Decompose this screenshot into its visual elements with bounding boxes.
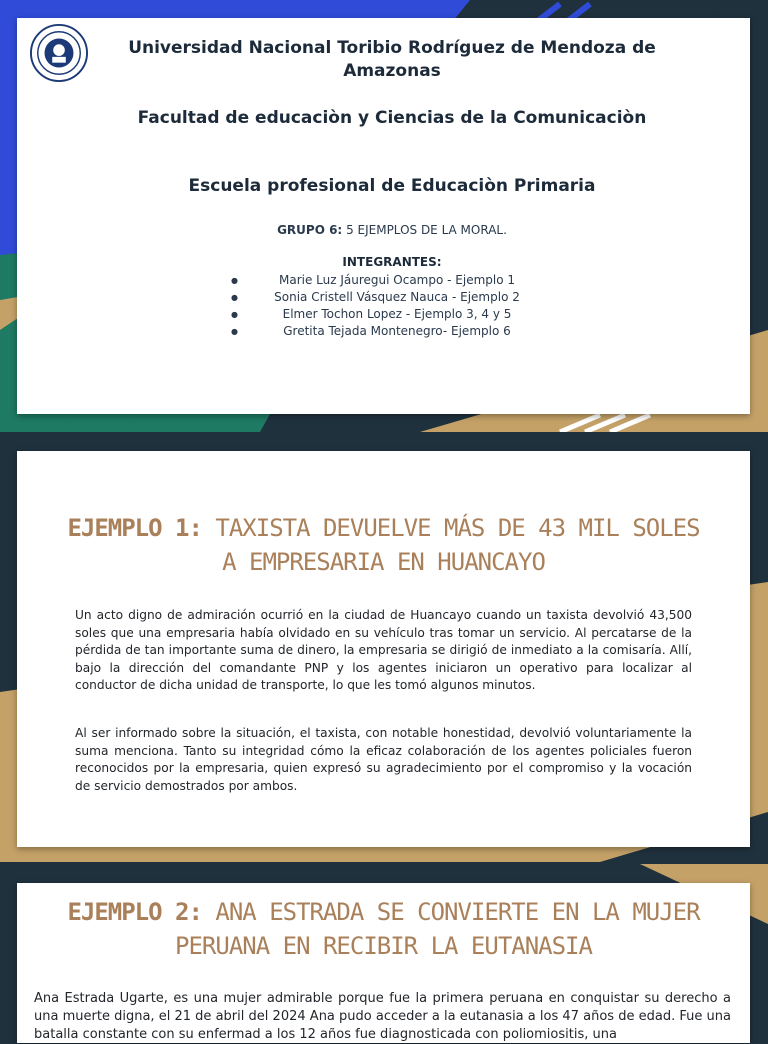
example-1-label: EJEMPLO 1: bbox=[67, 514, 202, 542]
member-item: ● Sonia Cristell Vásquez Nauca - Ejemplo 2 bbox=[227, 289, 567, 306]
member-item: ● Gretita Tejada Montenegro- Ejemplo 6 bbox=[227, 323, 567, 340]
example-2-slide bbox=[0, 864, 768, 1042]
member-item: ● Marie Luz Jáuregui Ocampo - Ejemplo 1 bbox=[227, 272, 567, 289]
example-2-headline: ANA ESTRADA SE CONVIERTE EN LA MUJER PERUANA EN RECIBIR LA EUTANASIA bbox=[175, 898, 700, 960]
group-label: GRUPO 6: bbox=[277, 223, 343, 237]
group-line bbox=[77, 223, 707, 237]
example-2-paragraph-1: Ana Estrada Ugarte, es una mujer admirable porque fue la primera peruana en conquistar su derecho a una muerte digna, el 21 de abril del 2024 Ana pudo acceder a la eutanasia a los 47 años de edad. Fue una batalla constante con su enfermad a los 12 años fue diagnosticada con poliomiositis, una bbox=[34, 991, 731, 1042]
faculty-name: Facultad de educaciòn y Ciencias de la Comunicaciòn bbox=[137, 108, 647, 128]
members-label: INTEGRANTES: bbox=[342, 255, 442, 269]
example-2-title bbox=[57, 895, 710, 963]
group-topic: 5 EJEMPLOS DE LA MORAL. bbox=[346, 223, 507, 237]
example-1-paragraph-1: Un acto digno de admiración ocurrió en la ciudad de Huancayo cuando un taxista devolvió 43,500 soles que una empresaria había olvidado en su vehículo tras tomar un servicio. Al percatarse de la pérdida de tan importante suma de dinero, la empresaria se dirigió de inmediato a la comisaría. Allí, bajo la dirección del comandante PNP y los agentes iniciaron un operativo para localizar al conductor de dicha unidad de transporte, lo que les tomó algunos minutos. bbox=[75, 608, 692, 692]
school-name: Escuela profesional de Educaciòn Primaria bbox=[188, 176, 596, 196]
example-1-headline: TAXISTA DEVUELVE MÁS DE 43 MIL SOLES A EMPRESARIA EN HUANCAYO bbox=[215, 514, 700, 576]
member-item: ● Elmer Tochon Lopez - Ejemplo 3, 4 y 5 bbox=[227, 306, 567, 323]
example-1-title bbox=[57, 511, 710, 579]
example-1-paragraph-2: Al ser informado sobre la situación, el taxista, con notable honestidad, devolvió voluntariamente la suma menciona. Tanto su integridad cómo la eficaz colaboración de los agentes policiales fueron reconocidos por la empresaria, quien expresó su agradecimiento por el compromiso y la vocación de servicio demostrados por ambos. bbox=[75, 726, 692, 793]
cover-card bbox=[17, 18, 750, 414]
cover-slide bbox=[0, 0, 768, 432]
example-2-card bbox=[17, 883, 750, 1043]
example-2-label: EJEMPLO 2: bbox=[67, 898, 202, 926]
example-1-card bbox=[17, 451, 750, 847]
example-1-slide bbox=[0, 432, 768, 862]
university-name: Universidad Nacional Toribio Rodríguez de Mendoza de Amazonas bbox=[128, 38, 656, 81]
members-list bbox=[227, 272, 567, 340]
